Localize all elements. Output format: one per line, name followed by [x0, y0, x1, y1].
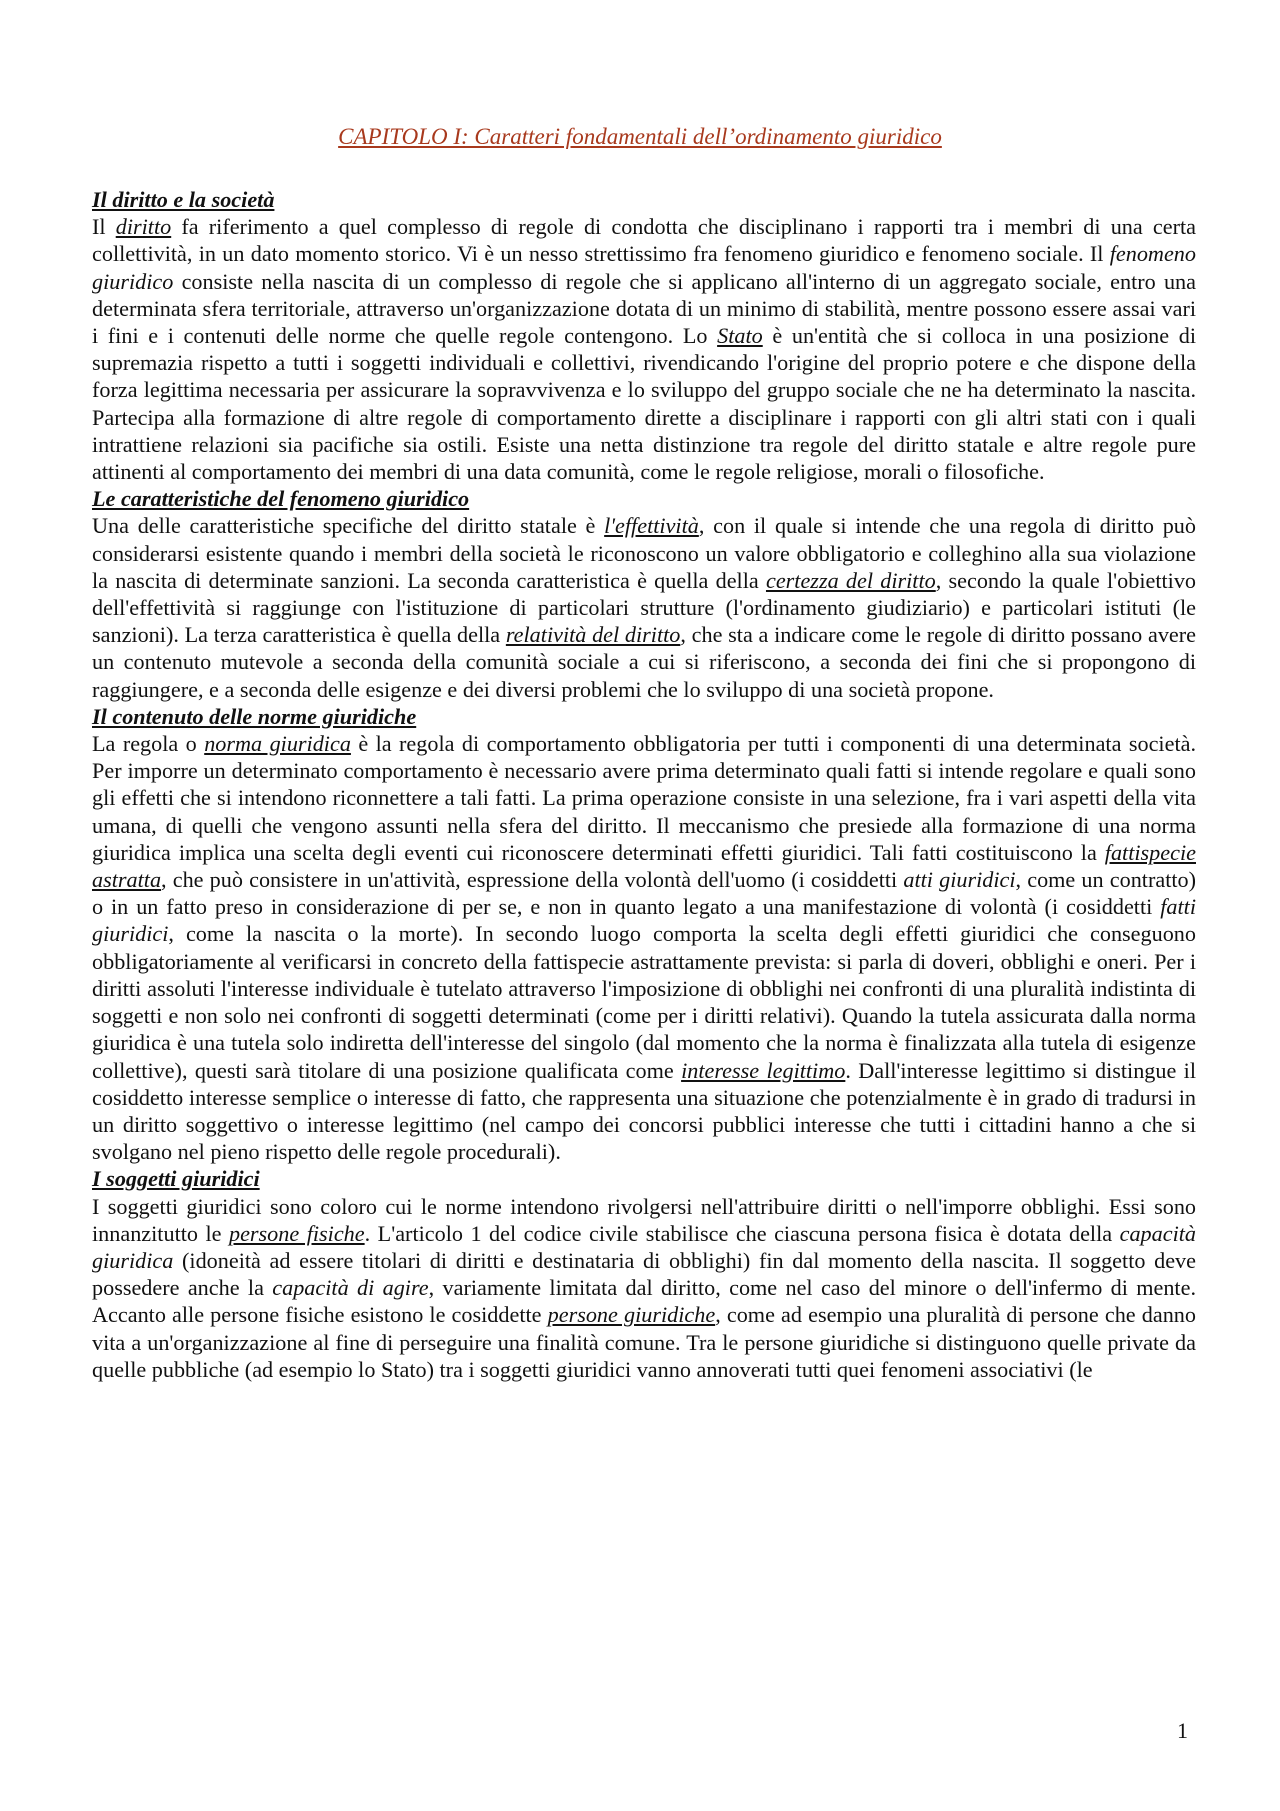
term-fattispecie-astratta: fattispecie astratta	[92, 839, 1196, 893]
document-body	[92, 186, 1196, 1383]
paragraph-soggetti-giuridici: I soggetti giuridici sono coloro cui le norme intendono rivolgersi nell'attribuire diritti o nell'imporre obblighi. Essi sono innanzitutto le persone fisiche. L'articolo 1 del codice civile stabilisce che ciascuna persona fisica è dotata della capacità giuridica (idoneità ad essere titolari di diritti e destinataria di obblighi) fin dal momento della nascita. Il soggetto deve possedere anche la capacità di agire, variamente limitata dal diritto, come nel caso del minore o dell'infermo di mente. Accanto alle persone fisiche esistono le cosiddette persone giuridiche, come ad esempio una pluralità di persone che danno vita a un'organizzazione al fine di perseguire una finalità comune. Tra le persone giuridiche si distinguono quelle private da quelle pubbliche (ad esempio lo Stato) tra i soggetti giuridici vanno annoverati tutti quei fenomeni associativi (le	[92, 1193, 1196, 1382]
section-title-norme-giuridiche: Il contenuto delle norme giuridiche	[92, 703, 417, 729]
page-number: 1	[1177, 1718, 1188, 1743]
section-title-diritto-societa: Il diritto e la società	[92, 187, 275, 212]
term-diritto: diritto	[115, 214, 172, 240]
term-atti-giuridici: atti giuridici	[903, 867, 1016, 893]
term-persone-giuridiche: persone giuridiche	[547, 1302, 716, 1328]
paragraph-diritto-societa: Il diritto fa riferimento a quel complesso di regole di condotta che disciplinano i rapporti tra i membri di una certa collettività, in un dato momento storico. Vi è un nesso strettissimo fra fenomeno giuridico e fenomeno sociale. Il fenomeno giuridico consiste nella nascita di un complesso di regole che si applicano all'interno di un aggregato sociale, entro una determinata sfera territoriale, attraverso un'organizzazione dotata di un minimo di stabilità, mentre possono essere assai vari i fini e i contenuti delle norme che quelle regole contengono. Lo Stato è un'entità che si colloca in una posizione di supremazia rispetto a tutti i soggetti individuali e collettivi, rivendicando l'origine del proprio potere e che dispone della forza legittima necessaria per assicurare la sopravvivenza e lo sviluppo del gruppo sociale che ne ha determinato la nascita. Partecipa alla formazione di altre regole di comportamento dirette a disciplinare i rapporti con gli altri stati con i quali intrattiene relazioni sia pacifiche sia ostili. Esiste una netta distinzione tra regole del diritto statale e altre regole pure attinenti al comportamento dei membri di una data comunità, come le regole religiose, morali o filosofiche.	[92, 214, 1196, 485]
term-persone-fisiche: persone fisiche	[228, 1220, 365, 1246]
term-capacita-di-agire: capacità di agire	[272, 1275, 429, 1301]
term-fatti-giuridici: fatti giuridici	[92, 894, 1196, 947]
term-certezza-del-diritto: certezza del diritto	[765, 567, 936, 593]
term-effettivita: l'effettività	[604, 513, 699, 539]
paragraph-norme-giuridiche: La regola o norma giuridica è la regola di comportamento obbligatoria per tutti i componenti di una determinata società. Per imporre un determinato comportamento è necessario avere prima determinato quali fatti si intende regolare e quali sono gli effetti che si intendono riconnettere a tali fatti. La prima operazione consiste in una selezione, fra i vari aspetti della vita umana, di quelli che vengono assunti nella sfera del diritto. Il meccanismo che presiede alla formazione di una norma giuridica implica una scelta degli eventi cui riconoscere determinati effetti giuridici. Tali fatti costituiscono la fattispecie astratta, che può consistere in un'attività, espressione della volontà dell'uomo (i cosiddetti atti giuridici, come un contratto) o in un fatto preso in considerazione di per se, e non in quanto legato a una manifestazione di volontà (i cosiddetti fatti giuridici, come la nascita o la morte). In secondo luogo comporta la scelta degli effetti giuridici che conseguono obbligatoriamente al verificarsi in concreto della fattispecie astrattamente prevista: si parla di doveri, obblighi e oneri. Per i diritti assoluti l'interesse individuale è tutelato attraverso l'imposizione di obblighi nei confronti di una pluralità indistinta di soggetti e non solo nei confronti di soggetti determinati (come per i diritti relativi). Quando la tutela assicurata dalla norma giuridica è una tutela solo indiretta dell'interesse del singolo (dal momento che la norma è finalizzata alla tutela di esigenze collettive), questi sarà titolare di una posizione qualificata come interesse legittimo. Dall'interesse legittimo si distingue il cosiddetto interesse semplice o interesse di fatto, che rappresenta una situazione che potenzialmente è in grado di tradursi in un diritto soggettivo o interesse legittimo (nel campo dei concorsi pubblici interesse che tutti i cittadini hanno a che si svolgano nel pieno rispetto delle regole procedurali).	[92, 731, 1197, 1165]
term-fenomeno-giuridico: fenomeno giuridico	[92, 241, 1196, 294]
term-stato: Stato	[717, 323, 763, 349]
chapter-title: CAPITOLO I: Caratteri fondamentali dell’ordinamento giuridico	[338, 124, 942, 149]
section-title-soggetti-giuridici: I soggetti giuridici	[92, 1166, 260, 1192]
term-capacita-giuridica: capacità giuridica	[92, 1220, 1196, 1273]
term-relativita-del-diritto: relatività del diritto	[505, 622, 681, 648]
term-norma-giuridica: norma giuridica	[204, 731, 351, 757]
paragraph-caratteristiche: Una delle caratteristiche specifiche del diritto statale è l'effettività, con il quale si intende che una regola di diritto può considerarsi esistente quando i membri della società le riconoscono un valore obbligatorio e colleghino alla sua violazione la nascita di determinate sanzioni. La seconda caratteristica è quella della certezza del diritto, secondo la quale l'obiettivo dell'effettività si raggiunge con l'istituzione di particolari strutture (l'ordinamento giudiziario) e particolari istituti (le sanzioni). La terza caratteristica è quella della relatività del diritto, che sta a indicare come le regole di diritto possano avere un contenuto mutevole a seconda della comunità sociale a cui si riferiscono, a seconda dei fini che si propongono di raggiungere, e a seconda delle esigenze e dei diversi problemi che lo sviluppo di una società propone.	[92, 513, 1197, 702]
section-title-caratteristiche: Le caratteristiche del fenomeno giuridico	[92, 486, 470, 512]
term-interesse-legittimo: interesse legittimo	[681, 1057, 846, 1083]
